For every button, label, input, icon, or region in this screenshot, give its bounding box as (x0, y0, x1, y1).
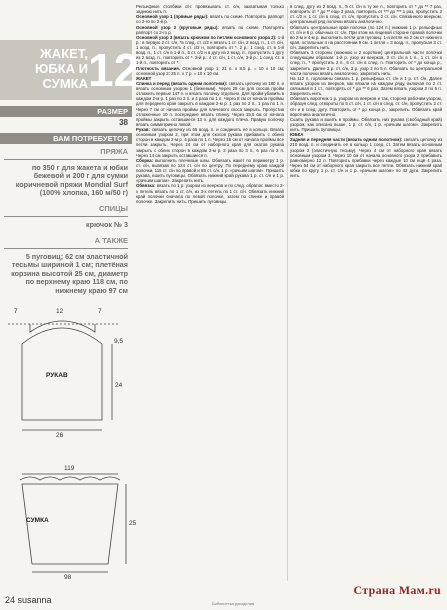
divider (4, 159, 128, 160)
size-value: 38 (119, 118, 128, 127)
instruction-paragraph (136, 66, 284, 76)
pattern-title: ЖАКЕТ, ЮБКА И СУМКА (34, 46, 88, 91)
schematic-drawing (0, 302, 140, 602)
instruction-heading: Плотность вязания. (136, 65, 180, 71)
instruction-heading: Сборка: (136, 157, 154, 163)
instruction-text: На 112 п. горловины связать 1 р. рельефных ст. с/н и 1 р. ст. с/н. Далее вязать узором из веерков, как вязали на каждом ряду, включая по 2 ст. связывая в 1 ст., повторять от * до ** 6 раз. Затем вязать узором 3 по 5 п. Закрепить нить. (290, 75, 442, 97)
instruction-text: 1-й р.: в первую 2 ст. с/н, *в след. ст. с/2 н вязать 1 ст. с/н, 2 возд. п., 1 ст. с/н, 1 возд. п., пропустить 4 ст. с/2 н, повторить от *. 2 р.: 1 соед. ст. в 1-й возд. п., 1 ст. с/н в 1-й п., 5 ст. с/2 н в дугу из 2 возд. п., пропустить 1 дугу из 2 возд. п., повторить от *. 3-й р.: 4 ст. с/н, 1 ст. с/н, 3-й р.: 1 соед. ст. в 1-й п., повторить от *. (136, 34, 284, 66)
instruction-paragraph (136, 35, 284, 66)
instruction-paragraph (136, 4, 284, 14)
page-footer (5, 594, 52, 606)
instruction-paragraph (136, 127, 284, 158)
materials-heading: ВАМ ПОТРЕБУЕТСЯ (0, 133, 132, 144)
instruction-heading: Обвязка: (136, 183, 156, 189)
bag-label: СУМКА (26, 517, 49, 524)
divider (4, 248, 128, 249)
credit-text: Библиотека рукоделия (212, 601, 255, 606)
dim-label: 119 (64, 465, 75, 472)
instruction-text: выполнить плечевые швы. Обвязать жакет по периметру 1 р. ст. с/н, вывязав по 124 ст. с/н по центру. По переднему краю каждой полочки, 115 ст. с/н по правой и 85 ст. с/н. 1 р. «рачьим шагом». Пришить рукава, вшить пуговицы. Обвязать нижний край рукава 1 р. ст. с/н и 1 р. «рачьим шагом». Закрепить нить. (136, 157, 284, 184)
magazine-name: susanna (17, 595, 52, 605)
dim-label: 9,5 (114, 338, 124, 345)
dim-label: 7 (98, 308, 102, 315)
instruction-text: вязать по схеме. Повторять раппорт со 2-го р. (136, 24, 284, 35)
instruction-heading: Задняя и передняя части (вязать одним полотном): (290, 137, 403, 143)
instruction-heading: ЮБКА (290, 132, 304, 138)
instruction-paragraph (136, 158, 284, 184)
watermark-brand: Страна Мам (353, 583, 426, 597)
yarn-text: по 350 г для жакета и юбки бежевой и 200 г для сумки коричневой пряжи Mondial Surf (100% хлопка, 160 м/50 г) (15, 162, 128, 198)
instruction-text: Основной узор 1: 21 п. x 8,5 р. = 10 x 10 см; основной узор 2: 25 п. x 7 р. = 10 x 10 см. (136, 65, 284, 76)
needles-heading: СПИЦЫ (98, 203, 128, 213)
instruction-text: Рельефные столбики с/н: провязывать ст. с/н, захватывая только заднюю нить п. (136, 4, 284, 15)
instruction-heading: Основной узор 3 (вязать крючком по петлям основного узора 2): (136, 34, 277, 40)
instruction-paragraph (136, 25, 284, 35)
instruction-heading: Спинка и перед (вязать одним полотном): (136, 80, 228, 86)
instruction-paragraph (136, 81, 284, 127)
also-heading: А ТАКЖЕ (94, 235, 128, 245)
instruction-paragraph (290, 76, 442, 97)
divider (4, 216, 128, 217)
instruction-text: Сшить рукава и вшить в проймы. Обвязать низ рукава (свободный край) узором, как описано выше, 1 р. ст. с/н, 1 р. «рачьим шагом». Закрепить нить. Пришить пуговицы. (290, 116, 442, 132)
instruction-paragraph (136, 183, 284, 204)
instruction-paragraph (290, 50, 442, 76)
materials-panel (0, 103, 132, 298)
watermark (353, 583, 441, 597)
instruction-text: Обвязать воротник 1 р. узором из веерков и так, сторона рабочим узором, образуя след. отвороты по 5 ст. с/н, 1 ст. с/н в след. ст. с/н, пропустить 2 ст. с/н и в след. дугу. Повторить от * до конца р., закрепить. Обвязать край воротника аналогично. (290, 96, 442, 117)
instruction-paragraph (290, 4, 442, 25)
needles-text: крючок № 3 (85, 219, 128, 229)
instructions-column-2 (290, 4, 442, 590)
column-divider (287, 6, 288, 581)
instruction-text: связать цепочку из 210 возд. п. и соединить её в кольцо 1 соед. ст. Затем вязать основным узором 2 (эластичную тесьму). Через 4 см от наборного края вязать основным узором 3. Через 10 см от начала основного узора 2 прибавить равномерно 12 п. Повторить прибавки через каждые 10 см ещё 4 раза. Через 54 см от наборного края закрыть все петли. Обвязать нижний край юбки по кругу 1 р. ст. с/н и 1 р. «рачьим шагом» по 42 дуги. Закрепить нить. (290, 137, 442, 179)
instruction-heading: Основной узор 2 (круговые ряды): (136, 24, 219, 30)
pattern-number: 12 (88, 44, 140, 96)
instruction-text: Обвязать 3 стороны (нижнюю и 2 короткие) центральной части полочки следующим образом: 1-й р. узор из веерков, 3 ст. с/н в 1 п., 1 ст. с/н в след. п., * пропустить 2 п., 5 ст. с/н в след. п. Повторить от * до конца р., закрепить. Далее 2 р. ст. с/н, 3 р. узор 3 по 5 п. Обвязать по центральной части полочки вязать аналогично, закрепить нить. (290, 50, 442, 76)
instruction-text: связать цепочку из 65 возд. п. и соединить её в кольцо. Вязать основным узором 2, при этом для скосов рукава прибавить с обеих сторон в каждом 2-м р. 4 раза по 1 п. Через 16 см от начала проймы все петли закрыть. Через 24 см от наборного края для окатов рукава закрыть с обеих сторон в каждом 2-м р. 2 раза по 3 п., 6 раз по 2 п. Через 14 см закрыть оставшиеся п. (136, 127, 284, 158)
yarn-heading: ПРЯЖА (100, 146, 128, 156)
dim-label: 98 (64, 574, 72, 581)
size-heading: РАЗМЕР (0, 106, 132, 117)
instruction-heading: Основной узор 1 (прямые ряды): (136, 14, 209, 20)
instruction-paragraph (290, 96, 442, 117)
instruction-text: в след. дугу из 2 возд. п., 5 ст. с/н в ту же п., повторить от * до ** 7 раз, повторить от * до ** еще 2 раза, повторить от *** до *** 1 раз, пропустить 2 ст. с/2 н. 1 ст. с/н в след. ст. с/н, пропустить 2 ст. с/н. Связанного веерком, центральный ряд полочки вязать аналогично. (290, 4, 442, 25)
instruction-text: Обвязать центральные края полочки (по 124 п.) нижним 1 р. рельефных ст. с/н и 6 р. обычных ст. с/н. При этом на лицевой стороне правой полочки во 2-м и 4-м р. выполнить петли для пуговиц: 1-я петля на 2 см от нижнего края, остальные 4 на расстоянии 9 см. 1 петля = 3 возд. п., пропуская 3 ст. с/н. Закрепить нить. (290, 24, 442, 50)
instruction-paragraph (290, 117, 442, 132)
dim-label: 7 (14, 308, 18, 315)
also-text: 5 пуговиц; 62 см эластичной тесьмы шириной 1 см; плетёная корзина высотой 25 см, диаметр по верхнему краю 118 см, по нижнему краю 97 см (11, 251, 128, 295)
instruction-text: вязать по 1 р. узором из веерков и по след. обраток: вместо 2-х петель вязать по 1 ст. с/н, из 3-х петель по 1 ст. с/н. Обвязать нижний край полочки сначала по левой полочке, затем по спинке и правой полочке. Закрепить нить. Пришить пуговицы. (136, 183, 284, 204)
dim-label: 12 (56, 308, 64, 315)
instruction-heading: ЖАКЕТ (136, 75, 152, 81)
dim-label: 24 (115, 382, 123, 389)
schematics (0, 302, 140, 602)
instruction-paragraph (136, 14, 284, 24)
sleeve-label: РУКАВ (46, 372, 68, 379)
dim-label: 25 (129, 520, 137, 527)
instruction-paragraph (290, 25, 442, 51)
watermark-tld: .ru (425, 583, 441, 597)
dim-label: 26 (56, 432, 64, 439)
instruction-heading: Рукав: (136, 127, 151, 132)
instructions-column-1 (136, 4, 284, 590)
instruction-text: связать цепочку из 180 п. и вязать основным узором 1 (бежевым). Через 28 см для скосов пройм отложить первые 147 п. и вязать полочку отдельно. Для пройм убавить в каждом 2-м р. 1 раз по 2 п. и 4 раза по 1 п. Через 8 см от начала проймы для переднего края закрыть в каждом 2-м р. 1 раз по 2 п., 1 раз по 1 п. Через 7 см от начала проймы для плечевого скоса закрыть. Пропустив отложенные 10 п. посередине вязать спинку. Через 15,5 см от начала проймы закрыть оставшиеся 13 п. для каждого плеча. Правую полочку вязать симметрично левой. (136, 80, 284, 127)
instruction-paragraph (290, 137, 442, 178)
instruction-text: вязать по схеме. Повторять раппорт со 2-го по 2-й р. (136, 14, 284, 25)
page-number: 24 (5, 595, 16, 605)
